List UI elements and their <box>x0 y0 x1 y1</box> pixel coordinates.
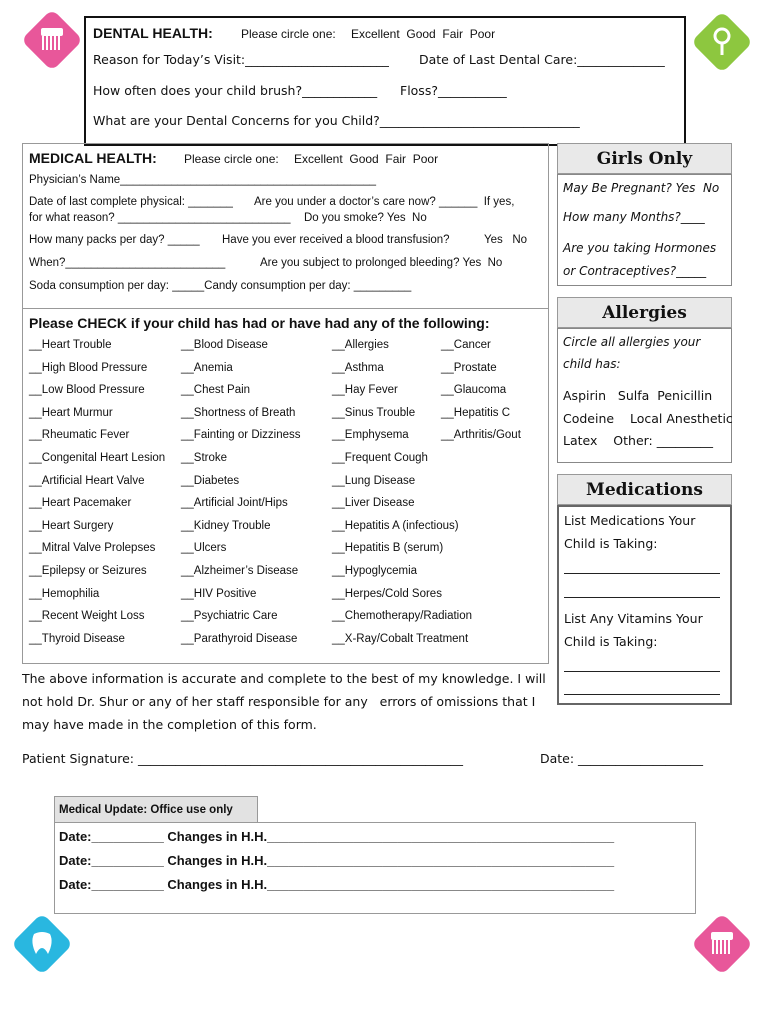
comb-icon <box>21 9 83 71</box>
condition-checkbox-item[interactable]: __Blood Disease <box>181 339 268 351</box>
medications-line-2[interactable] <box>564 597 720 598</box>
condition-checkbox-item[interactable]: __Fainting or Dizziness <box>181 429 301 442</box>
allergies-instructions: Circle all allergies your <box>563 335 701 349</box>
condition-checkbox-item[interactable]: __Chemotherapy/Radiation <box>332 610 473 623</box>
bleeding-question[interactable]: Are you subject to prolonged bleeding? Yes No <box>260 257 503 269</box>
comb-icon <box>691 913 753 975</box>
condition-checkbox-item[interactable]: __Hemophilia <box>29 587 100 600</box>
vitamins-label-2: Child is Taking: <box>564 634 658 649</box>
condition-checkbox-item[interactable]: __X-Ray/Cobalt Treatment <box>332 632 469 645</box>
condition-checkbox-item[interactable]: __Artificial Heart Valve <box>29 474 145 487</box>
condition-checkbox-item[interactable]: __Kidney Trouble <box>181 519 271 532</box>
condition-checkbox-item[interactable]: __Artificial Joint/Hips <box>181 497 288 510</box>
dental-concerns[interactable]: What are your Dental Concerns for you Child?________________________________ <box>93 113 580 128</box>
condition-checkbox-item[interactable]: __Lung Disease <box>332 474 416 487</box>
condition-checkbox-item[interactable]: __Parathyroid Disease <box>181 632 298 645</box>
hormones-question: Are you taking Hormones <box>563 241 717 255</box>
statement-line-1: The above information is accurate and complete to the best of my knowledge. I will <box>22 671 546 686</box>
medical-update-tab <box>54 796 258 823</box>
dental-title: DENTAL HEALTH: <box>93 25 213 41</box>
condition-checkbox-item[interactable]: __Liver Disease <box>332 497 415 510</box>
condition-checkbox-item[interactable]: __Alzheimer’s Disease <box>181 565 299 577</box>
vitamins-line-2[interactable] <box>564 694 720 695</box>
last-dental-care[interactable]: Date of Last Dental Care:______________ <box>419 52 665 67</box>
conditions-section <box>22 308 549 664</box>
condition-checkbox-item[interactable]: __Hypoglycemia <box>332 565 418 577</box>
condition-checkbox-item[interactable]: __Heart Surgery <box>29 519 114 532</box>
statement-line-3: may have made in the completion of this form. <box>22 717 317 732</box>
girls-only-box <box>557 174 732 286</box>
condition-checkbox-item[interactable]: __Rheumatic Fever <box>29 429 130 442</box>
condition-checkbox-item[interactable]: __Herpes/Cold Sores <box>332 587 442 600</box>
condition-checkbox-item[interactable]: __Stroke <box>181 452 228 464</box>
allergies-header <box>557 297 732 328</box>
medical-health-section <box>22 143 549 309</box>
dental-ratings[interactable]: Excellent Good Fair Poor <box>351 27 496 41</box>
update-row[interactable]: Date:__________ Changes in H.H.________________________________________________ <box>59 829 615 844</box>
condition-checkbox-item[interactable]: __Ulcers <box>181 542 227 555</box>
medications-label: List Medications Your <box>564 513 696 528</box>
conditions-heading: Please CHECK if your child has had or have had any of the following: <box>29 315 490 331</box>
signature-date[interactable]: Date: ____________________ <box>540 751 704 766</box>
last-physical[interactable]: Date of last complete physical: _______ <box>29 196 233 208</box>
condition-checkbox-item[interactable]: __Frequent Cough <box>332 452 428 464</box>
condition-checkbox-item[interactable]: __Hepatitis B (serum) <box>332 542 444 555</box>
allergy-options-2[interactable]: Codeine Local Anesthetic <box>563 411 733 426</box>
physician-name[interactable]: Physician’s Name________________________________________ <box>29 174 377 186</box>
brush-frequency[interactable]: How often does your child brush?____________ <box>93 83 378 98</box>
medications-title: Medications <box>586 480 703 500</box>
medications-header <box>557 474 732 505</box>
girls-only-title: Girls Only <box>596 149 693 169</box>
condition-checkbox-item[interactable]: __Recent Weight Loss <box>29 610 145 623</box>
condition-checkbox-item[interactable]: __Prostate <box>441 361 497 374</box>
medications-box <box>557 505 732 705</box>
condition-checkbox-item[interactable]: __High Blood Pressure <box>29 361 148 374</box>
patient-signature[interactable]: Patient Signature: ____________________________________________________ <box>22 751 463 766</box>
doctor-care[interactable]: Are you under a doctor’s care now? ______ If yes, <box>254 196 515 208</box>
dental-health-section <box>84 16 686 146</box>
reason-for-visit[interactable]: Reason for Today’s Visit:_______________________ <box>93 52 389 67</box>
allergies-title: Allergies <box>602 303 687 323</box>
allergy-options-3[interactable]: Latex Other: _________ <box>563 433 713 448</box>
months-question[interactable]: How many Months?____ <box>563 210 705 224</box>
tooth-icon <box>11 913 73 975</box>
condition-checkbox-item[interactable]: __HIV Positive <box>181 587 257 600</box>
vitamins-line-1[interactable] <box>564 671 720 672</box>
vitamins-label: List Any Vitamins Your <box>564 611 703 626</box>
pregnant-question[interactable]: May Be Pregnant? Yes No <box>563 181 720 195</box>
girls-only-header <box>557 143 732 174</box>
toothbrush-icon <box>691 11 753 73</box>
what-reason[interactable]: for what reason? ___________________________ <box>29 212 291 224</box>
update-row[interactable]: Date:__________ Changes in H.H.________________________________________________ <box>59 877 615 892</box>
smoke-question[interactable]: Do you smoke? Yes No <box>304 212 427 224</box>
condition-checkbox-item[interactable]: __Allergies <box>332 339 389 351</box>
condition-checkbox-item[interactable]: __Emphysema <box>332 429 409 442</box>
allergies-box <box>557 328 732 463</box>
allergies-instructions-2: child has: <box>563 357 621 371</box>
medical-ratings[interactable]: Excellent Good Fair Poor <box>294 152 439 166</box>
condition-checkbox-item[interactable]: __Sinus Trouble <box>332 406 416 419</box>
dental-circle-prompt: Please circle one: <box>241 27 336 41</box>
statement-line-2: not hold Dr. Shur or any of her staff responsible for any errors of omissions that I <box>22 694 536 709</box>
condition-checkbox-item[interactable]: __Heart Trouble <box>29 339 112 351</box>
packs-per-day[interactable]: How many packs per day? _____ <box>29 234 200 246</box>
allergy-options-1[interactable]: Aspirin Sulfa Penicillin <box>563 388 713 403</box>
transfusion-yes-no[interactable]: Yes No <box>484 234 528 246</box>
condition-checkbox-item[interactable]: __Heart Pacemaker <box>29 497 132 510</box>
condition-checkbox-item[interactable]: __Chest Pain <box>181 384 251 397</box>
condition-checkbox-item[interactable]: __Mitral Valve Prolepses <box>29 542 156 555</box>
update-row[interactable]: Date:__________ Changes in H.H.________________________________________________ <box>59 853 615 868</box>
transfusion-question: Have you ever received a blood transfusion? <box>222 234 450 246</box>
floss-frequency[interactable]: Floss?___________ <box>400 83 507 98</box>
condition-checkbox-item[interactable]: __Low Blood Pressure <box>29 384 145 397</box>
medical-title: MEDICAL HEALTH: <box>29 150 157 166</box>
condition-checkbox-item[interactable]: __Asthma <box>332 361 384 374</box>
condition-checkbox-item[interactable]: __Diabetes <box>181 474 240 487</box>
condition-checkbox-item[interactable]: __Epilepsy or Seizures <box>29 565 147 577</box>
condition-checkbox-item[interactable]: __Psychiatric Care <box>181 610 278 623</box>
condition-checkbox-item[interactable]: __Cancer <box>441 339 491 351</box>
contraceptives-question[interactable]: or Contraceptives?_____ <box>563 264 707 278</box>
condition-checkbox-item[interactable]: __Shortness of Breath <box>181 406 296 419</box>
condition-checkbox-item[interactable]: __Congenital Heart Lesion <box>29 452 166 464</box>
condition-checkbox-item[interactable]: __Heart Murmur <box>29 406 113 419</box>
condition-checkbox-item[interactable]: __Glaucoma <box>441 384 507 397</box>
condition-checkbox-item[interactable]: __Arthritis/Gout <box>441 429 521 442</box>
medical-update-label: Medical Update: Office use only <box>59 804 233 816</box>
soda-candy[interactable]: Soda consumption per day: _____Candy consumption per day: _________ <box>29 280 412 292</box>
medical-update-box <box>54 822 696 914</box>
transfusion-when[interactable]: When?_________________________ <box>29 257 226 269</box>
condition-checkbox-item[interactable]: __Anemia <box>181 361 233 374</box>
medications-line-1[interactable] <box>564 573 720 574</box>
medications-label-2: Child is Taking: <box>564 536 658 551</box>
condition-checkbox-item[interactable]: __Hay Fever <box>332 384 398 397</box>
medical-circle-prompt: Please circle one: <box>184 152 279 166</box>
condition-checkbox-item[interactable]: __Hepatitis A (infectious) <box>332 519 459 532</box>
condition-checkbox-item[interactable]: __Hepatitis C <box>441 406 511 419</box>
condition-checkbox-item[interactable]: __Thyroid Disease <box>29 632 125 645</box>
